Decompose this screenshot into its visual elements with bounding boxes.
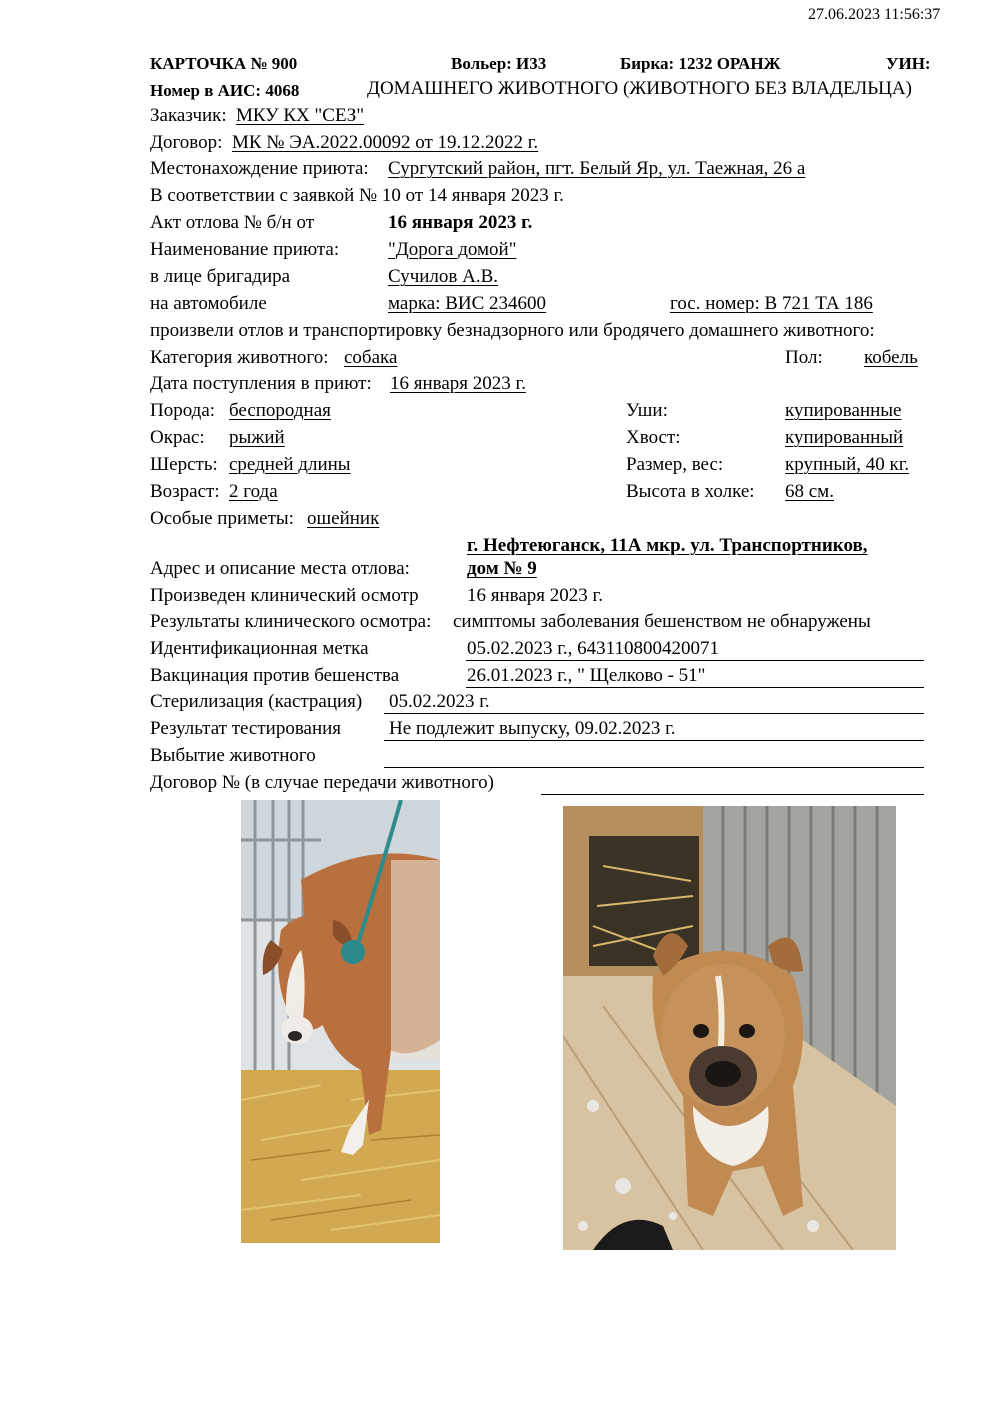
coat-label: Шерсть:: [150, 454, 218, 475]
sex-label: Пол:: [785, 347, 823, 368]
marks-label: Особые приметы:: [150, 508, 294, 529]
color-value: рыжий: [229, 427, 285, 448]
catch-place-label: Адрес и описание места отлова:: [150, 558, 410, 579]
tag-number: Бирка: 1232 ОРАНЖ: [620, 54, 781, 73]
dog-photo-cage: [241, 800, 440, 1243]
timestamp: 27.06.2023 11:56:37: [808, 6, 941, 23]
uin-label: УИН:: [886, 54, 931, 73]
exam-result-value: симптомы заболевания бешенством не обнаружены: [453, 611, 871, 632]
breed-label: Порода:: [150, 400, 216, 421]
catch-act-label: Акт отлова № б/н от: [150, 212, 315, 233]
test-result-value: Не подлежит выпуску, 09.02.2023 г.: [389, 718, 676, 739]
vehicle-label: на автомобиле: [150, 293, 267, 314]
brigadier-value: Сучилов А.В.: [388, 266, 499, 287]
marks-value: ошейник: [307, 508, 380, 529]
sterilization-label: Стерилизация (кастрация): [150, 691, 363, 712]
departure-label: Выбытие животного: [150, 745, 316, 766]
test-result-label: Результат тестирования: [150, 718, 342, 739]
id-tag-value: 05.02.2023 г., 643110800420071: [467, 638, 719, 659]
exam-label: Произведен клинический осмотр: [150, 585, 419, 606]
page-title: ДОМАШНЕГО ЖИВОТНОГО (ЖИВОТНОГО БЕЗ ВЛАДЕЛЬЦА): [367, 78, 912, 99]
vaccination-line: [466, 687, 924, 688]
test-result-line: [384, 740, 924, 741]
contract-label: Договор:: [150, 132, 223, 153]
sex-value: кобель: [864, 347, 918, 368]
category-value: собака: [344, 347, 398, 368]
arrival-value: 16 января 2023 г.: [390, 373, 526, 394]
request-text: В соответствии с заявкой № 10 от 14 января 2023 г.: [150, 185, 564, 206]
card-number: КАРТОЧКА № 900: [150, 54, 298, 73]
exam-value: 16 января 2023 г.: [467, 585, 603, 606]
category-label: Категория животного:: [150, 347, 329, 368]
contract-value: МК № ЭА.2022.00092 от 19.12.2022 г.: [232, 132, 539, 153]
transfer-contract-label: Договор № (в случае передачи животного): [150, 772, 494, 793]
vehicle-plate: гос. номер: В 721 ТА 186: [670, 293, 873, 314]
breed-value: беспородная: [229, 400, 331, 421]
catch-place-line1: г. Нефтеюганск, 11А мкр. ул. Транспортников,: [467, 535, 868, 556]
vaccination-value: 26.01.2023 г., " Щелково - 51": [467, 665, 706, 686]
customer-label: Заказчик:: [150, 105, 227, 126]
coat-value: средней длины: [229, 454, 351, 475]
vehicle-brand: марка: ВИС 234600: [388, 293, 547, 314]
arrival-label: Дата поступления в приют:: [150, 373, 372, 394]
shelter-name-value: "Дорога домой": [388, 239, 517, 260]
enclosure: Вольер: И33: [451, 54, 547, 73]
height-value: 68 см.: [785, 481, 834, 502]
ears-value: купированные: [785, 400, 902, 421]
ears-label: Уши:: [626, 400, 668, 421]
catch-place-line2: дом № 9: [467, 558, 537, 579]
transfer-contract-line: [541, 794, 924, 795]
id-tag-label: Идентификационная метка: [150, 638, 369, 659]
age-label: Возраст:: [150, 481, 220, 502]
location-value: Сургутский район, пгт. Белый Яр, ул. Таежная, 26 а: [388, 158, 806, 179]
sterilization-value: 05.02.2023 г.: [389, 691, 490, 712]
vaccination-label: Вакцинация против бешенства: [150, 665, 400, 686]
statement-text: произвели отлов и транспортировку безнадзорного или бродячего домашнего животного:: [150, 320, 875, 341]
id-tag-line: [466, 660, 924, 661]
tail-label: Хвост:: [626, 427, 681, 448]
tail-value: купированный: [785, 427, 904, 448]
sterilization-line: [384, 713, 924, 714]
exam-result-label: Результаты клинического осмотра:: [150, 611, 432, 632]
location-label: Местонахождение приюта:: [150, 158, 369, 179]
size-label: Размер, вес:: [626, 454, 724, 475]
age-value: 2 года: [229, 481, 278, 502]
shelter-name-label: Наименование приюта:: [150, 239, 340, 260]
size-value: крупный, 40 кг.: [785, 454, 910, 475]
brigadier-label: в лице бригадира: [150, 266, 291, 287]
customer-value: МКУ КХ "СЕЗ": [236, 105, 365, 126]
ais-number: Номер в АИС: 4068: [150, 81, 300, 100]
height-label: Высота в холке:: [626, 481, 755, 502]
color-label: Окрас:: [150, 427, 205, 448]
dog-photo-enclosure: [563, 806, 896, 1250]
departure-line: [384, 767, 924, 768]
catch-act-date: 16 января 2023 г.: [388, 212, 533, 233]
